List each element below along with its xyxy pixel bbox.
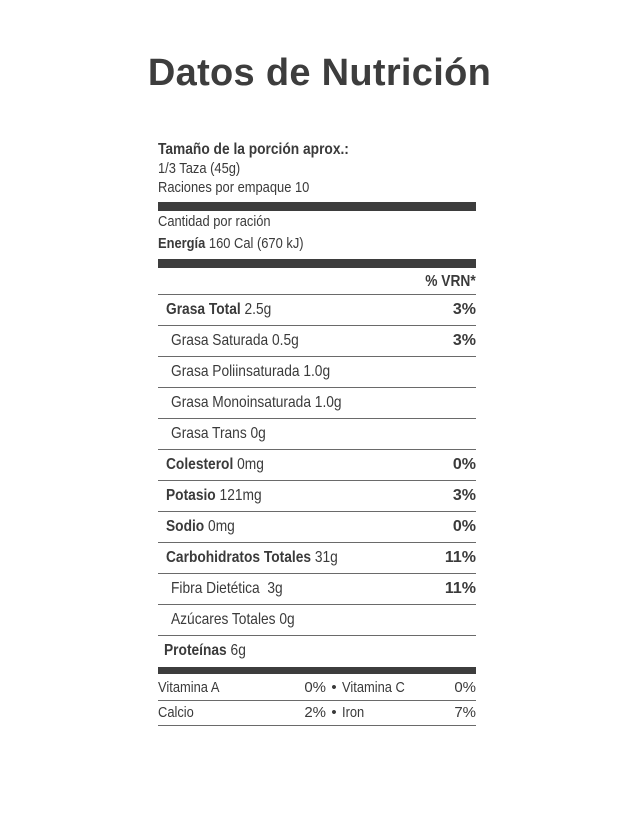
vitamin-row-2: Calcio 2% • Iron 7% (158, 701, 476, 726)
nutrient-row-grasa-trans: Grasa Trans 0g (158, 419, 476, 450)
divider-thick (158, 259, 476, 268)
nutrient-row-grasa-saturada: Grasa Saturada 0.5g 3% (158, 326, 476, 357)
nutrient-row-fibra: Fibra Dietética 3g 11% (158, 574, 476, 605)
nutrient-row-carbohidratos: Carbohidratos Totales 31g 11% (158, 543, 476, 574)
nutrient-row-potasio: Potasio 121mg 3% (158, 481, 476, 512)
page-title: Datos de Nutrición (147, 52, 492, 94)
nutrient-row-grasa-poliinsaturada: Grasa Poliinsaturada 1.0g (158, 357, 476, 388)
divider-thick (158, 202, 476, 211)
vitamin-row-1: Vitamina A 0% • Vitamina C 0% (158, 676, 476, 701)
servings-per-container: Raciones por empaque 10 (158, 178, 310, 196)
serving-heading: Tamaño de la porción aprox.: (158, 141, 349, 158)
vrn-header: % VRN* (158, 270, 476, 295)
divider-medium (158, 667, 476, 674)
nutrient-row-azucares: Azúcares Totales 0g (158, 605, 476, 636)
nutrition-label (158, 140, 476, 726)
energy-row: Energía 160 Cal (670 kJ) (158, 235, 304, 253)
nutrient-row-sodio: Sodio 0mg 0% (158, 512, 476, 543)
protein-row: Proteínas 6g (164, 642, 246, 659)
nutrient-row-grasa-monoinsaturada: Grasa Monoinsaturada 1.0g (158, 388, 476, 419)
amount-per-serving: Cantidad por ración (158, 212, 271, 230)
nutrient-row-grasa-total: Grasa Total 2.5g 3% (158, 295, 476, 326)
nutrient-row-colesterol: Colesterol 0mg 0% (158, 450, 476, 481)
serving-size: 1/3 Taza (45g) (158, 160, 241, 177)
